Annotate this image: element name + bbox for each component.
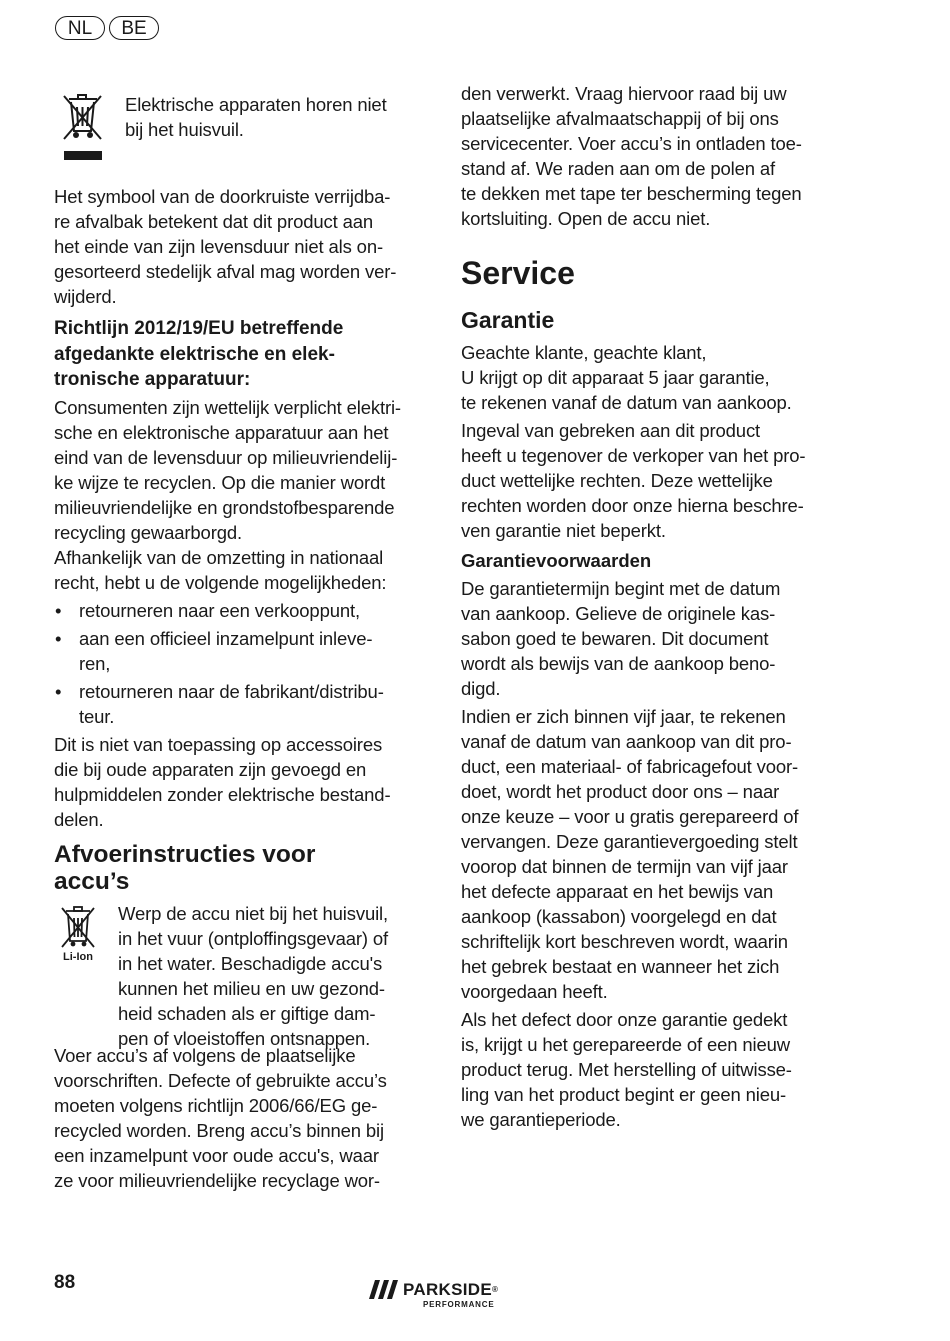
warranty-legal-rights: Ingeval van gebreken aan dit product heeft u tegenover de verkoper van het pro- duct wettelijke rechten. Deze wettelijke rechten worden door onze hierna beschre- ven garantie niet beperkt. xyxy=(461,420,806,541)
parkside-logo xyxy=(369,1280,514,1312)
warranty-intro: Geachte klante, geachte klant, U krijgt op dit apparaat 5 jaar garantie, te rekenen vanaf de datum van aankoop. xyxy=(461,342,792,413)
list-item: • retourneren naar de fabrikant/distribu- teur. xyxy=(54,679,426,729)
disposal-paragraph: Het symbool van de doorkruiste verrijdba- re afvalbak betekent dat dit product aan het einde van zijn levensduur niet als on- gesorteerd stedelijk afval mag worden ver- wijderd. xyxy=(54,186,397,307)
language-badge-nl: NL xyxy=(55,16,105,40)
consumer-paragraph: Consumenten zijn wettelijk verplicht elektri- sche en elektronische apparatuur aan het eind van de levensduur op milieuvriendelij- ke wijze te recyclen. Op die manier wordt milieuvriendelijke en grondstofbesparende recycling gewaarborgd. xyxy=(54,397,401,543)
language-badge-be: BE xyxy=(109,16,159,40)
crossed-out-wheelie-bin-icon xyxy=(60,93,104,165)
options-paragraph: Afhankelijk van de omzetting in nationaal recht, hebt u de volgende mogelijkheden: xyxy=(54,547,387,593)
options-list xyxy=(54,598,426,729)
battery-disposal-heading: Afvoerinstructies voor accu’s xyxy=(54,841,316,895)
warranty-defect-paragraph: Indien er zich binnen vijf jaar, te rekenen vanaf de datum van aankoop van dit pro- duct, een materiaal- of fabricagefout voor- doet, wordt het product door ons – naar onze keuze – voor u gratis gerepareerd of vervangen. Deze garantievergoeding stelt voorop dat binnen de termijn van vijf jaar het defecte apparaat en het bewijs van aankoop (kassabon) voorgelegd en dat schriftelijk kort beschreven wordt, waarin het gebrek bestaat en wanneer het zich voorgedaan heeft. xyxy=(461,706,799,1002)
battery-disposal-continued: den verwerkt. Vraag hiervoor raad bij uw plaatselijke afvalmaatschappij of bij ons servicecenter. Voer accu’s in ontladen toe- stand af. We raden aan om de polen af te dekken met tape ter bescherming tegen kortsluiting. Open de accu niet. xyxy=(461,83,802,229)
brand-subline: PERFORMANCE xyxy=(423,1300,495,1309)
warranty-conditions-paragraph: De garantietermijn begint met de datum van aankoop. Gelieve de originele kas- sabon goed te bewaren. Dit document wordt als bewijs van de aankoop beno- digd. xyxy=(461,578,781,699)
list-item: • aan een officieel inzamelpunt inleve- ren, xyxy=(54,626,426,676)
weee-caption-text: Elektrische apparaten horen niet bij het huisvuil. xyxy=(125,94,387,140)
directive-heading: Richtlijn 2012/19/EU betreffende afgedankte elektrische en elek- tronische apparatuur: xyxy=(54,318,344,390)
warranty-repair-paragraph: Als het defect door onze garantie gedekt is, krijgt u het gerepareerde of een nieuw product terug. Met herstelling of uitwisse- ling van het product begint er geen nieu- we garantieperiode. xyxy=(461,1009,792,1130)
garantie-title: Garantie xyxy=(461,307,555,333)
brand-name: PARKSIDE® xyxy=(403,1280,499,1299)
list-item: • retourneren naar een verkooppunt, xyxy=(54,598,426,623)
li-ion-label: Li-Ion xyxy=(63,951,93,963)
page-number: 88 xyxy=(54,1272,76,1293)
accessories-paragraph: Dit is niet van toepassing op accessoires die bij oude apparaten zijn gevoegd en hulpmiddelen zonder elektrische bestand- delen. xyxy=(54,734,391,830)
weee-caption xyxy=(125,92,425,142)
service-title: Service xyxy=(461,255,575,291)
parkside-slashes-icon xyxy=(369,1280,399,1305)
battery-disposal-paragraph: Voer accu’s af volgens de plaatselijke voorschriften. Defecte of gebruikte accu’s moeten volgens richtlijn 2006/66/EG ge- recycled worden. Breng accu’s binnen bij een inzamelpunt voor oude accu's, waar ze voor milieuvriendelijke recyclage wor- xyxy=(54,1045,387,1191)
warranty-conditions-title: Garantievoorwaarden xyxy=(461,550,652,571)
battery-warning-text: Werp de accu niet bij het huisvuil, in het vuur (ontploffingsgevaar) of in het water. Beschadigde accu's kunnen het milieu en uw gezond- heid schaden als er giftige dam- pen of vloeistoffen ontsnappen. xyxy=(118,903,389,1049)
crossed-out-bin-li-ion-icon xyxy=(56,905,100,963)
